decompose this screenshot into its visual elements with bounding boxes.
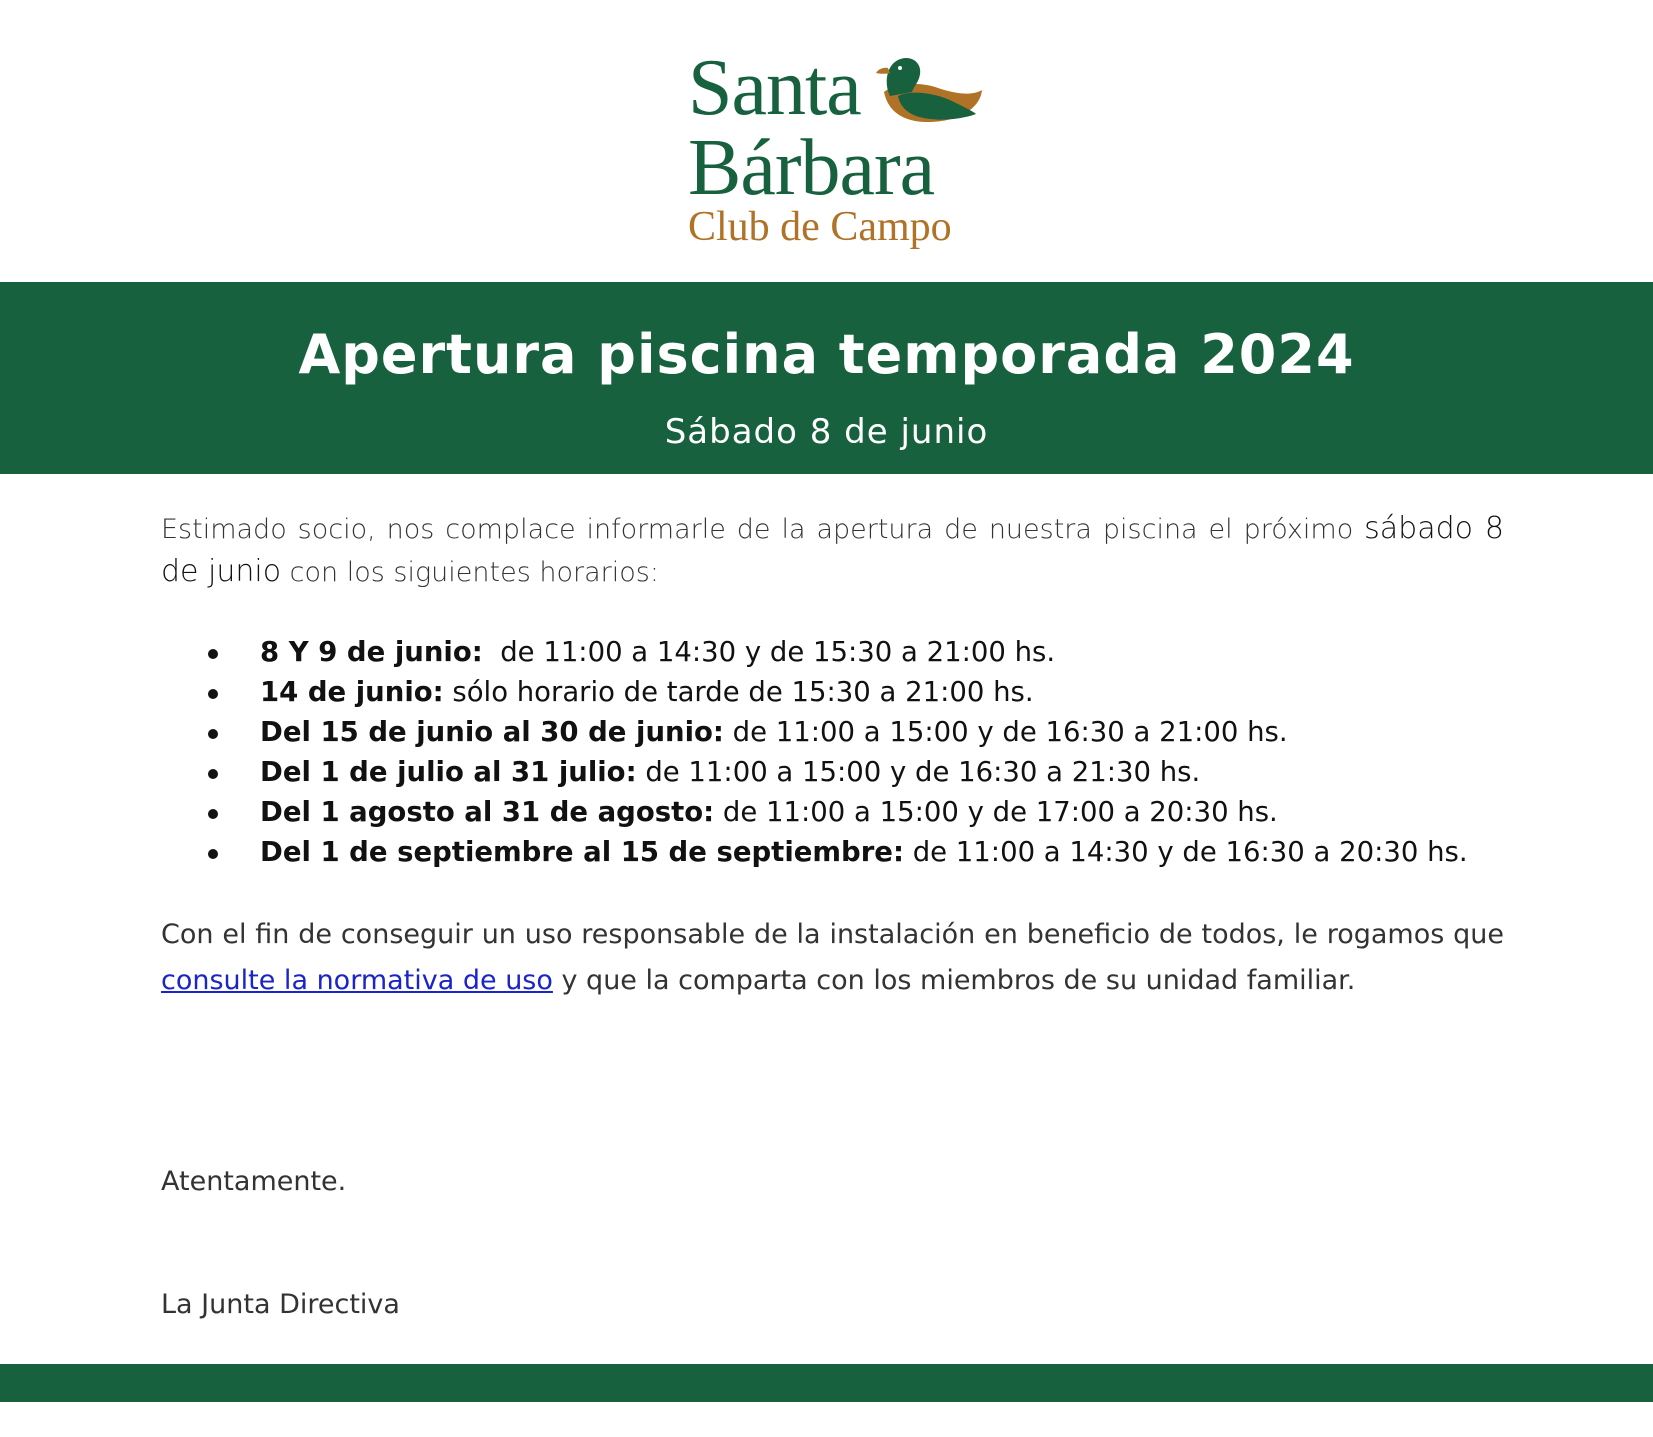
schedule-hours: de 11:00 a 14:30 y de 16:30 a 20:30 hs. (903, 836, 1468, 868)
duck-icon (876, 52, 984, 124)
rules-paragraph (161, 912, 1504, 1004)
schedule-period: Del 1 de julio al 31 julio: (260, 756, 637, 788)
footer-bar (0, 1364, 1653, 1402)
page-title: Apertura piscina temporada 2024 (298, 323, 1355, 386)
intro-date-highlight: sábado 8 de junio (161, 511, 1504, 589)
list-item (208, 832, 1608, 872)
bullet-icon (208, 769, 218, 779)
header-banner (0, 282, 1653, 474)
rules-text-end: y que la comparta con los miembros de su unidad familiar. (552, 965, 1356, 996)
schedule-period: Del 1 de septiembre al 15 de septiembre: (260, 836, 904, 868)
bullet-icon (208, 729, 218, 739)
rules-text: Con el fin de conseguir un uso responsable de la instalación en beneficio de todos, le rogamos que (161, 919, 1504, 950)
logo-text-barbara: Bárbara (688, 124, 935, 212)
schedule-period: Del 15 de junio al 30 de junio: (260, 716, 724, 748)
logo-text-santa: Santa (688, 44, 861, 132)
intro-text: Estimado socio, nos complace informarle de la apertura de nuestra piscina el próximo (161, 514, 1365, 545)
club-logo (688, 44, 988, 250)
bullet-icon (208, 649, 218, 659)
schedule-hours: de 11:00 a 15:00 y de 17:00 a 20:30 hs. (714, 796, 1278, 828)
signature-text: La Junta Directiva (161, 1289, 400, 1320)
page-subtitle: Sábado 8 de junio (664, 412, 989, 452)
schedule-hours: de 11:00 a 15:00 y de 16:30 a 21:30 hs. (636, 756, 1201, 788)
list-item (208, 632, 1608, 672)
rules-link[interactable]: consulte la normativa de uso (161, 965, 553, 996)
closing-text: Atentamente. (161, 1166, 347, 1197)
list-item (208, 672, 1608, 712)
schedule-list (208, 632, 1608, 872)
list-item (208, 792, 1608, 832)
intro-text-end: con los siguientes horarios: (281, 557, 659, 588)
schedule-hours: de 11:00 a 15:00 y de 16:30 a 21:00 hs. (723, 716, 1288, 748)
bullet-icon (208, 689, 218, 699)
bullet-icon (208, 809, 218, 819)
intro-paragraph (161, 508, 1504, 594)
schedule-period: 8 Y 9 de junio: (260, 636, 483, 668)
logo-text-club: Club de Campo (688, 204, 952, 250)
list-item (208, 752, 1608, 792)
schedule-hours: sólo horario de tarde de 15:30 a 21:00 hs. (443, 676, 1034, 708)
schedule-hours: de 11:00 a 14:30 y de 15:30 a 21:00 hs. (482, 636, 1056, 668)
list-item (208, 712, 1608, 752)
bullet-icon (208, 849, 218, 859)
schedule-period: Del 1 agosto al 31 de agosto: (260, 796, 715, 828)
schedule-period: 14 de junio: (260, 676, 444, 708)
